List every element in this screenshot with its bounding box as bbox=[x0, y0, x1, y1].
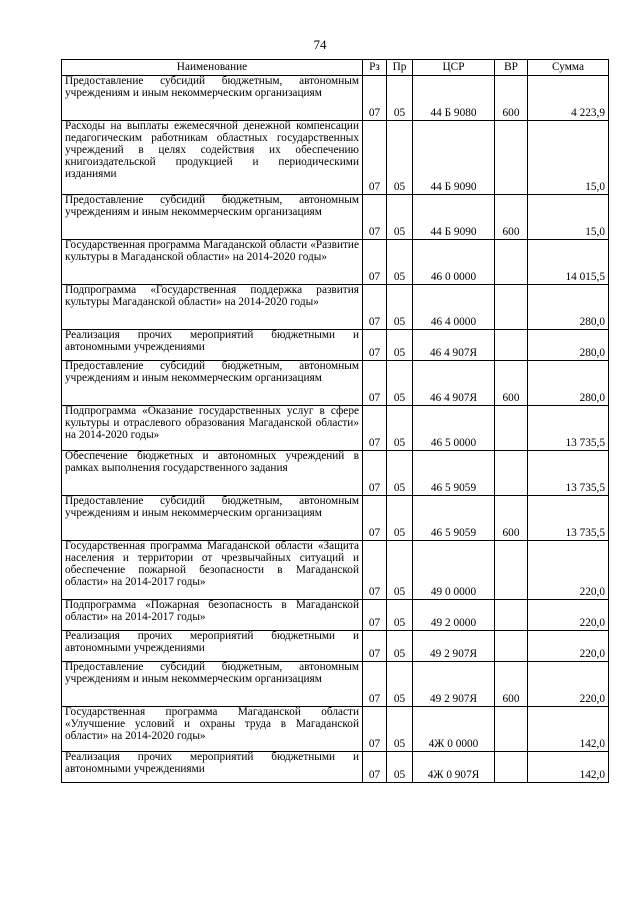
table-row bbox=[62, 541, 609, 600]
row-csr: 49 2 907Я bbox=[413, 662, 495, 707]
row-name: Расходы на выплаты ежемесячной денежной компенсации педагогическим работникам областных государственных учреждений в целях содействия их обеспечению книгоиздательской продукцией и периодическими изданиями bbox=[62, 121, 363, 195]
table-row bbox=[62, 285, 609, 330]
row-name: Подпрограмма «Оказание государственных услуг в сфере культуры и отраслевого образования Магаданской области» на 2014-2020 годы» bbox=[62, 406, 363, 451]
row-vr bbox=[495, 600, 528, 631]
row-rz: 07 bbox=[363, 406, 387, 451]
table-row bbox=[62, 406, 609, 451]
row-sum: 4 223,9 bbox=[528, 76, 609, 121]
row-csr: 46 4 907Я bbox=[413, 330, 495, 361]
row-vr bbox=[495, 121, 528, 195]
table-row bbox=[62, 330, 609, 361]
row-name: Реализация прочих мероприятий бюджетными и автономными учреждениями bbox=[62, 631, 363, 662]
row-pr: 05 bbox=[387, 330, 413, 361]
row-name: Предоставление субсидий бюджетным, автономным учреждениям и иным некоммерческим организациям bbox=[62, 195, 363, 240]
row-pr: 05 bbox=[387, 240, 413, 285]
row-rz: 07 bbox=[363, 600, 387, 631]
row-sum: 220,0 bbox=[528, 631, 609, 662]
row-name: Реализация прочих мероприятий бюджетными и автономными учреждениями bbox=[62, 752, 363, 783]
row-sum: 280,0 bbox=[528, 285, 609, 330]
row-name: Государственная программа Магаданской области «Улучшение условий и охраны труда в Магаданской области» на 2014-2020 годы» bbox=[62, 707, 363, 752]
row-sum: 142,0 bbox=[528, 707, 609, 752]
row-vr bbox=[495, 451, 528, 496]
row-sum: 280,0 bbox=[528, 361, 609, 406]
row-name: Подпрограмма «Пожарная безопасность в Магаданской области» на 2014-2017 годы» bbox=[62, 600, 363, 631]
header-sum: Сумма bbox=[528, 60, 609, 76]
row-pr: 05 bbox=[387, 496, 413, 541]
row-csr: 44 Б 9090 bbox=[413, 195, 495, 240]
row-name: Подпрограмма «Государственная поддержка развития культуры Магаданской области» на 2014-2020 годы» bbox=[62, 285, 363, 330]
table-row bbox=[62, 496, 609, 541]
row-rz: 07 bbox=[363, 662, 387, 707]
row-sum: 15,0 bbox=[528, 121, 609, 195]
row-csr: 46 4 907Я bbox=[413, 361, 495, 406]
header-csr: ЦСР bbox=[413, 60, 495, 76]
row-pr: 05 bbox=[387, 121, 413, 195]
table-row bbox=[62, 451, 609, 496]
table-body bbox=[62, 76, 609, 783]
row-rz: 07 bbox=[363, 707, 387, 752]
row-pr: 05 bbox=[387, 662, 413, 707]
row-sum: 220,0 bbox=[528, 541, 609, 600]
table-row bbox=[62, 707, 609, 752]
row-sum: 220,0 bbox=[528, 662, 609, 707]
row-rz: 07 bbox=[363, 496, 387, 541]
row-rz: 07 bbox=[363, 76, 387, 121]
row-rz: 07 bbox=[363, 330, 387, 361]
row-vr: 600 bbox=[495, 195, 528, 240]
row-csr: 44 Б 9080 bbox=[413, 76, 495, 121]
table-header-row bbox=[62, 60, 609, 76]
page-number: 74 bbox=[313, 37, 327, 52]
row-sum: 14 015,5 bbox=[528, 240, 609, 285]
row-vr bbox=[495, 707, 528, 752]
table-row bbox=[62, 121, 609, 195]
table-row bbox=[62, 240, 609, 285]
row-csr: 46 5 0000 bbox=[413, 406, 495, 451]
row-name: Предоставление субсидий бюджетным, автономным учреждениям и иным некоммерческим организациям bbox=[62, 76, 363, 121]
row-vr bbox=[495, 330, 528, 361]
row-rz: 07 bbox=[363, 541, 387, 600]
table-row bbox=[62, 662, 609, 707]
header-vr: ВР bbox=[495, 60, 528, 76]
row-rz: 07 bbox=[363, 361, 387, 406]
row-pr: 05 bbox=[387, 361, 413, 406]
row-pr: 05 bbox=[387, 600, 413, 631]
table-row bbox=[62, 195, 609, 240]
row-csr: 49 2 0000 bbox=[413, 600, 495, 631]
row-rz: 07 bbox=[363, 285, 387, 330]
row-name: Обеспечение бюджетных и автономных учреждений в рамках выполнения государственного задания bbox=[62, 451, 363, 496]
row-sum: 13 735,5 bbox=[528, 451, 609, 496]
row-csr: 46 5 9059 bbox=[413, 496, 495, 541]
header-rz: Рз bbox=[363, 60, 387, 76]
row-pr: 05 bbox=[387, 752, 413, 783]
row-rz: 07 bbox=[363, 195, 387, 240]
row-vr: 600 bbox=[495, 361, 528, 406]
row-name: Предоставление субсидий бюджетным, автономным учреждениям и иным некоммерческим организациям bbox=[62, 361, 363, 406]
table-row bbox=[62, 752, 609, 783]
row-vr bbox=[495, 240, 528, 285]
row-name: Реализация прочих мероприятий бюджетными и автономными учреждениями bbox=[62, 330, 363, 361]
row-sum: 280,0 bbox=[528, 330, 609, 361]
row-vr bbox=[495, 631, 528, 662]
row-sum: 13 735,5 bbox=[528, 406, 609, 451]
row-pr: 05 bbox=[387, 195, 413, 240]
row-name: Предоставление субсидий бюджетным, автономным учреждениям и иным некоммерческим организациям bbox=[62, 662, 363, 707]
row-rz: 07 bbox=[363, 752, 387, 783]
table-row bbox=[62, 76, 609, 121]
row-sum: 15,0 bbox=[528, 195, 609, 240]
row-pr: 05 bbox=[387, 406, 413, 451]
row-vr: 600 bbox=[495, 76, 528, 121]
row-rz: 07 bbox=[363, 240, 387, 285]
row-csr: 4Ж 0 907Я bbox=[413, 752, 495, 783]
row-rz: 07 bbox=[363, 451, 387, 496]
row-sum: 142,0 bbox=[528, 752, 609, 783]
row-rz: 07 bbox=[363, 121, 387, 195]
row-vr: 600 bbox=[495, 496, 528, 541]
row-pr: 05 bbox=[387, 707, 413, 752]
row-vr: 600 bbox=[495, 662, 528, 707]
row-sum: 13 735,5 bbox=[528, 496, 609, 541]
table-row bbox=[62, 600, 609, 631]
row-csr: 44 Б 9090 bbox=[413, 121, 495, 195]
row-name: Государственная программа Магаданской области «Защита населения и территории от чрезвычайных ситуаций и обеспечение пожарной безопасности в Магаданской области» на 2014-2017 годы» bbox=[62, 541, 363, 600]
row-csr: 46 4 0000 bbox=[413, 285, 495, 330]
table-row bbox=[62, 631, 609, 662]
row-csr: 49 0 0000 bbox=[413, 541, 495, 600]
row-vr bbox=[495, 541, 528, 600]
row-pr: 05 bbox=[387, 451, 413, 496]
row-vr bbox=[495, 752, 528, 783]
row-sum: 220,0 bbox=[528, 600, 609, 631]
row-name: Государственная программа Магаданской области «Развитие культуры в Магаданской области» на 2014-2020 годы» bbox=[62, 240, 363, 285]
row-pr: 05 bbox=[387, 76, 413, 121]
row-vr bbox=[495, 406, 528, 451]
row-rz: 07 bbox=[363, 631, 387, 662]
row-csr: 4Ж 0 0000 bbox=[413, 707, 495, 752]
row-csr: 46 5 9059 bbox=[413, 451, 495, 496]
row-csr: 46 0 0000 bbox=[413, 240, 495, 285]
row-name: Предоставление субсидий бюджетным, автономным учреждениям и иным некоммерческим организациям bbox=[62, 496, 363, 541]
row-pr: 05 bbox=[387, 631, 413, 662]
table-row bbox=[62, 361, 609, 406]
header-name: Наименование bbox=[62, 60, 363, 76]
row-pr: 05 bbox=[387, 285, 413, 330]
budget-table bbox=[61, 59, 609, 783]
row-csr: 49 2 907Я bbox=[413, 631, 495, 662]
header-pr: Пр bbox=[387, 60, 413, 76]
row-pr: 05 bbox=[387, 541, 413, 600]
row-vr bbox=[495, 285, 528, 330]
